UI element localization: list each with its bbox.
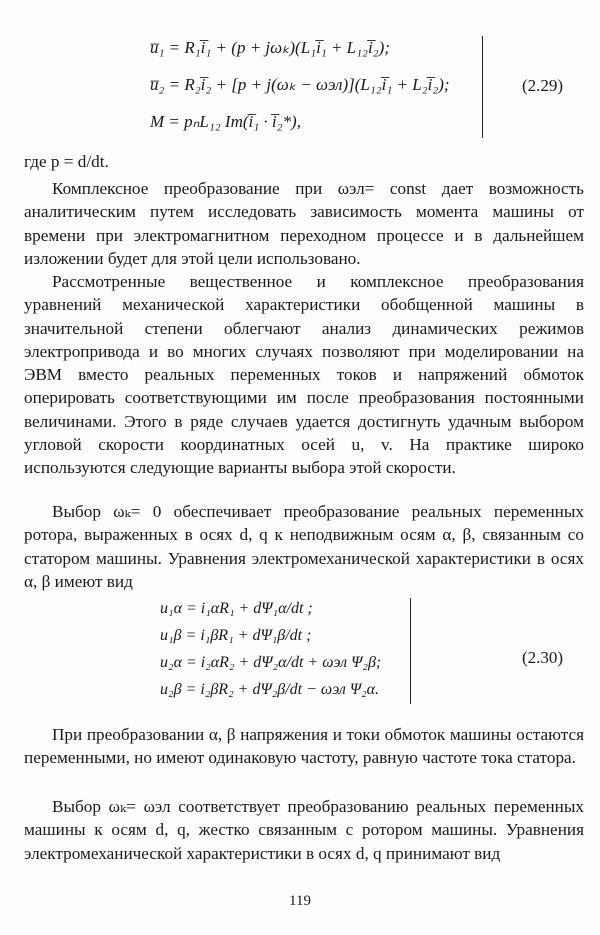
paragraph: Рассмотренные вещественное и комплексное преобразования уравнений механической характеристики обобщенной машины в значительной степени облегчают анализ динамических режимов электропривода и во многих случаях позволяют при моделировании на ЭВМ вместо реальных переменных токов и напряжений обмоток оперировать соответствующими им после преобразования постоянными величинами. Этого в ряде случаев удается достигнуть удачным выбором угловой скорости координатных осей u, v. На практике широко используются следующие варианты выбора этой скорости. [24, 272, 584, 478]
equation-line: u₁α = i₁αR₁ + dΨ₁α/dt ; [160, 600, 313, 617]
equation-number: (2.30) [522, 648, 564, 667]
where-line: где p = d/dt. [24, 152, 109, 171]
equation-line: u̅₂ = R₂i̅₂ + [p + j(ωₖ − ωэл)](L₁₂i̅₁ + L₂i̅₂); [150, 75, 450, 94]
paragraph: Выбор ωₖ= ωэл соответствует преобразованию реальных переменных машины к осям d, q, жестко связанным с ротором машины. Уравнения электромеханической характеристики в осях d, q принимают вид [24, 797, 584, 863]
equation-number: (2.29) [522, 76, 564, 95]
paragraph: Выбор ωₖ= 0 обеспечивает преобразование реальных переменных ротора, выраженных в осях d, q к неподвижным осям α, β, связанным со статором машины. Уравнения электромеханической характеристики в осях α, β имеют вид [24, 502, 584, 591]
equation-line: M = pₙL₁₂ Im(i̅₁ · i̅₂*), [150, 112, 301, 131]
equation-line: u₂β = i₂βR₂ + dΨ₂β/dt − ωэл Ψ₂α. [160, 681, 380, 698]
paragraph: Комплексное преобразование при ωэл= const дает возможность аналитическим путем исследовать зависимость момента машины от времени при электромагнитном переходном процессе и в дальнейшем изложении будет для этой цели использовано. [24, 179, 584, 268]
paragraph: При преобразовании α, β напряжения и токи обмоток машины остаются переменными, но имеют одинаковую частоту, равную частоте тока статора. [24, 725, 584, 768]
equation-brace [476, 36, 483, 138]
equation-brace [404, 598, 411, 704]
equation-line: u₂α = i₂αR₂ + dΨ₂α/dt + ωэл Ψ₂β; [160, 654, 382, 671]
page-number: 119 [289, 893, 311, 909]
equation-line: u₁β = i₁βR₁ + dΨ₁β/dt ; [160, 627, 312, 644]
equation-line: u̅₁ = R₁i̅₁ + (p + jωₖ)(L₁i̅₁ + L₁₂i̅₂); [150, 38, 390, 57]
